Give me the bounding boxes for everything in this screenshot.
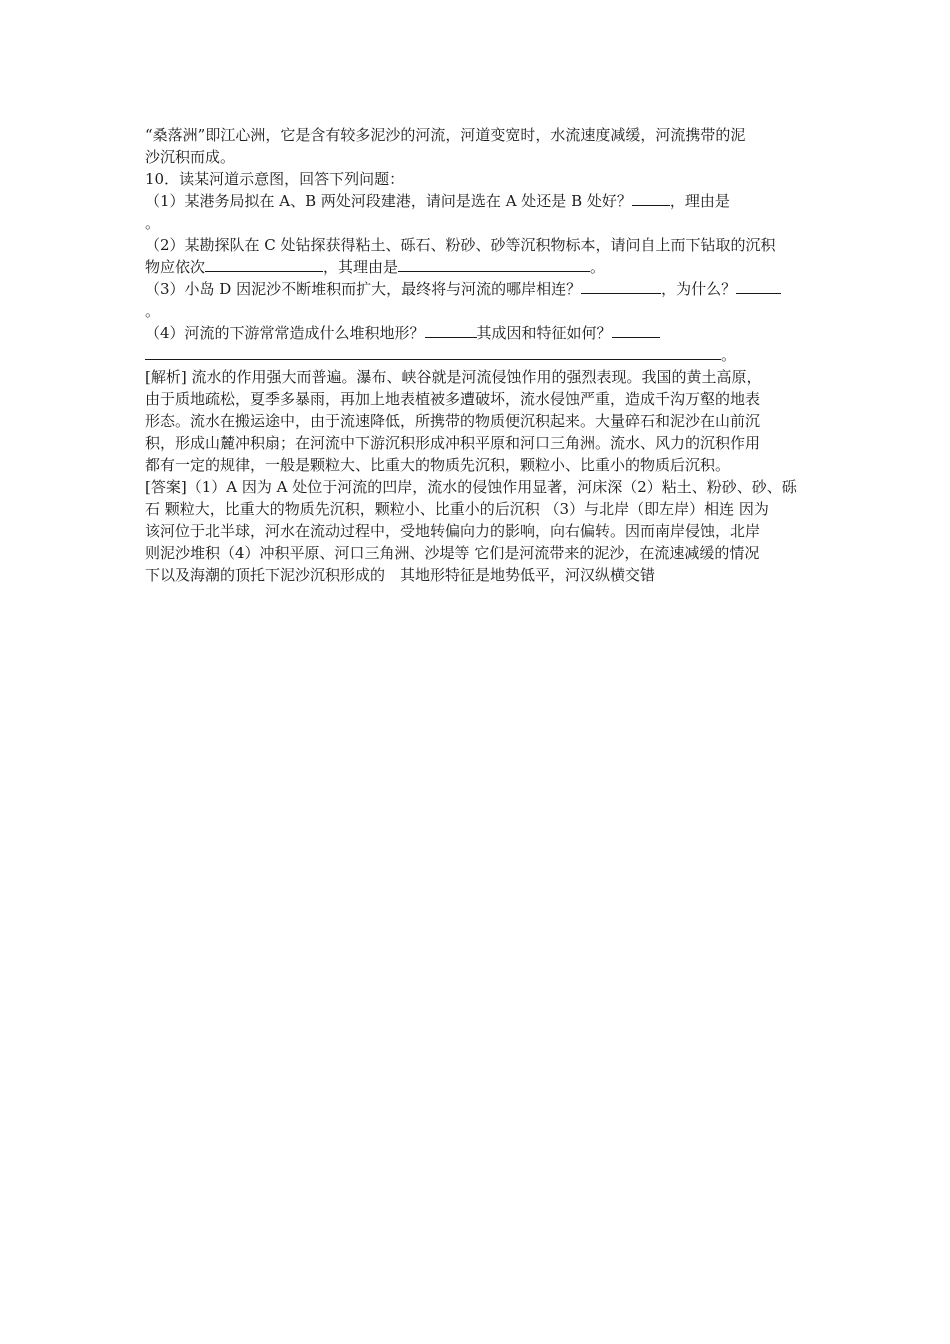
- analysis-line-3: 形态。流水在搬运途中，由于流速降低，所携带的物质便沉积起来。大量碎石和泥沙在山前沉: [145, 412, 761, 430]
- question-3-why: ，为什么？: [661, 280, 737, 298]
- question-4-line-2: [145, 344, 815, 366]
- answer-line-5: 下以及海潮的顶托下泥沙沉积形成的 其地形特征是地势低平，河汉纵横交错: [145, 566, 656, 584]
- question-title: 10．读某河道示意图，回答下列问题：: [145, 170, 405, 188]
- answer-blank-1[interactable]: [632, 190, 670, 206]
- question-1: [145, 190, 815, 212]
- document-page: [145, 124, 815, 586]
- answer-blank-3b[interactable]: [736, 278, 781, 294]
- question-2-order-label: 物应依次: [145, 258, 206, 276]
- question-3: [145, 278, 815, 300]
- question-1-reason: ，理由是: [669, 192, 730, 210]
- intro-line-2: 沙沉积而成。: [145, 148, 236, 166]
- question-3-end: 。: [145, 302, 161, 320]
- analysis-line-1: [解析] 流水的作用强大而普遍。瀑布、峡谷就是河流侵蚀作用的强烈表现。我国的黄土高原，: [145, 368, 762, 386]
- question-2-reason-label: ，其理由是: [323, 258, 399, 276]
- question-2-line-2: [145, 256, 815, 278]
- analysis-line-2: 由于质地疏松，夏季多暴雨，再加上地表植被多遭破坏，流水侵蚀严重，造成千沟万壑的地表: [145, 390, 761, 408]
- answer-line-4: 则泥沙堆积（4）冲积平原、河口三角洲、沙堤等 它们是河流带来的泥沙，在流速减缓的情况: [145, 544, 760, 562]
- answer-line-1: [答案]（1）A 因为 A 处位于河流的凹岸，流水的侵蚀作用显著，河床深（2）粘土、粉砂、砂、砾: [145, 478, 797, 496]
- question-3-text: （3）小岛 D 因泥沙不断堆积而扩大，最终将与河流的哪岸相连？: [145, 280, 582, 298]
- question-4-text: （4）河流的下游常常造成什么堆积地形？: [145, 324, 425, 342]
- answer-blank-4b[interactable]: [612, 322, 660, 338]
- question-4-end: 。: [721, 346, 737, 364]
- answer-blank-3a[interactable]: [581, 278, 661, 294]
- question-1-end: 。: [145, 214, 161, 232]
- analysis-line-4: 积，形成山麓冲积扇；在河流中下游沉积形成冲积平原和河口三角洲。流水、风力的沉积作用: [145, 434, 761, 452]
- answer-blank-4a[interactable]: [425, 322, 477, 338]
- analysis-line-5: 都有一定的规律，一般是颗粒大、比重大的物质先沉积，颗粒小、比重小的物质后沉积。: [145, 456, 731, 474]
- question-4-cause: 其成因和特征如何？: [476, 324, 612, 342]
- question-4: [145, 322, 815, 344]
- intro-line-1: “桑落洲”即江心洲，它是含有较多泥沙的河流，河道变宽时，水流速度减缓，河流携带的泥: [145, 126, 746, 144]
- answer-line-3: 该河位于北半球，河水在流动过程中，受地转偏向力的影响，向右偏转。因而南岸侵蚀，北岸: [145, 522, 761, 540]
- question-2-line-1: （2）某勘探队在 C 处钻探获得粘土、砾石、粉砂、砂等沉积物标本，请问自上而下钻取的沉积: [145, 236, 776, 254]
- answer-blank-2a[interactable]: [205, 256, 323, 272]
- question-1-text: （1）某港务局拟在 A、B 两处河段建港，请问是选在 A 处还是 B 处好？: [145, 192, 632, 210]
- answer-blank-4c[interactable]: [145, 344, 721, 360]
- answer-blank-2b[interactable]: [398, 256, 590, 272]
- question-2-end: 。: [590, 258, 606, 276]
- answer-line-2: 石 颗粒大，比重大的物质先沉积，颗粒小、比重小的后沉积 （3）与北岸（即左岸）相连 因为: [145, 500, 769, 518]
